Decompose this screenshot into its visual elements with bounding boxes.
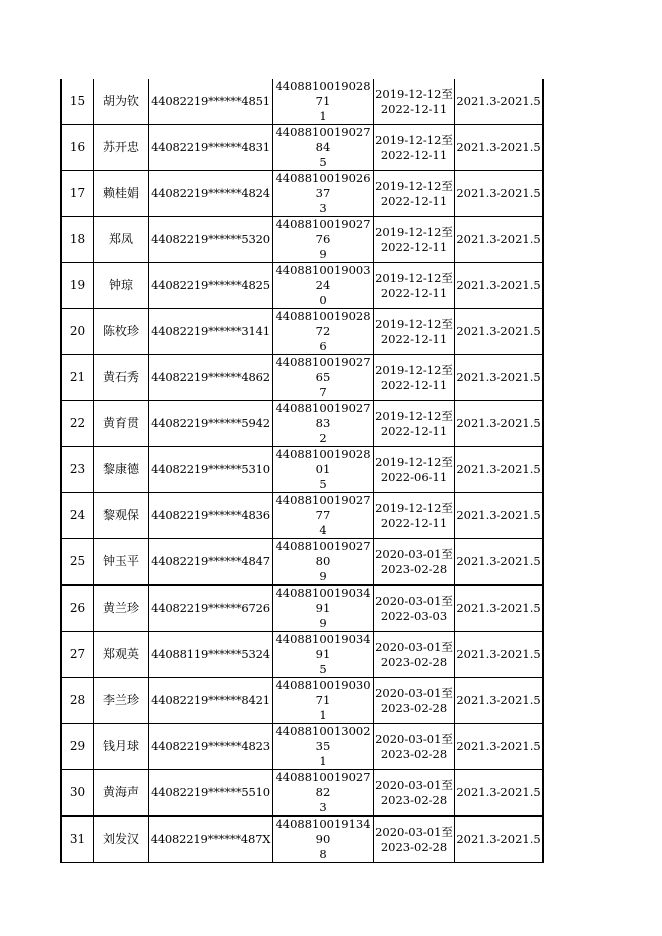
- table-row: [61, 217, 543, 263]
- validity-date-cell-text: 2022-12-11: [380, 193, 448, 208]
- name-cell-text: 黄育贯: [102, 416, 139, 430]
- validity-date-cell-text: 2019-12-12至: [375, 270, 453, 285]
- certificate-number-cell-text: 440881001300235: [275, 724, 371, 753]
- subsidy-period-cell-text: 2021.3-2021.5: [456, 647, 541, 661]
- validity-date-cell: [374, 585, 455, 632]
- subsidy-period-cell: [455, 309, 544, 355]
- row-number-cell-text: 27: [69, 647, 86, 661]
- name-cell-text: 钟玉平: [102, 554, 139, 568]
- name-cell: [94, 539, 149, 586]
- validity-date-cell-text: 2023-02-28: [380, 746, 448, 761]
- row-number-cell: [61, 217, 94, 263]
- validity-date-cell-text: 2019-12-12至: [375, 408, 453, 423]
- name-cell: [94, 355, 149, 401]
- row-number-cell: [61, 770, 94, 817]
- name-cell-text: 黄石秀: [102, 370, 139, 384]
- row-number-cell-text: 25: [69, 554, 86, 568]
- validity-date-cell: [374, 79, 455, 125]
- name-cell-text: 黄兰珍: [102, 601, 139, 615]
- certificate-number-cell: [273, 678, 374, 724]
- id-number-cell-text: 44082219******5310: [151, 462, 270, 476]
- row-number-cell: [61, 263, 94, 309]
- validity-date-cell-text: 2019-12-12至: [375, 132, 453, 147]
- subsidy-period-cell: [455, 79, 544, 125]
- id-number-cell-text: 44088119******5324: [151, 647, 270, 661]
- validity-date-cell-text: 2023-02-28: [380, 654, 448, 669]
- certificate-number-cell-text: 1: [319, 708, 327, 722]
- subsidy-period-cell-text: 2021.3-2021.5: [456, 186, 541, 200]
- validity-date-cell: [374, 493, 455, 539]
- id-number-cell: [149, 678, 273, 724]
- row-number-cell: [61, 447, 94, 493]
- id-number-cell: [149, 355, 273, 401]
- row-number-cell-text: 30: [69, 785, 86, 799]
- row-number-cell: [61, 678, 94, 724]
- validity-date-cell-text: 2022-12-11: [380, 423, 448, 438]
- certificate-number-cell: [273, 79, 374, 125]
- subsidy-period-cell-text: 2021.3-2021.5: [456, 739, 541, 753]
- validity-date-cell-text: 2022-12-11: [380, 515, 448, 530]
- validity-date-cell-text: 2022-12-11: [380, 239, 448, 254]
- row-number-cell: [61, 816, 94, 863]
- validity-date-cell-text: 2020-03-01至: [375, 685, 453, 700]
- id-number-cell-text: 44082219******4847: [151, 554, 270, 568]
- id-number-cell-text: 44082219******4851: [151, 94, 270, 108]
- id-number-cell: [149, 493, 273, 539]
- row-number-cell-text: 22: [69, 416, 86, 430]
- validity-date-cell-text: 2019-12-12至: [375, 178, 453, 193]
- row-number-cell: [61, 539, 94, 586]
- subsidy-period-cell-text: 2021.3-2021.5: [456, 416, 541, 430]
- id-number-cell: [149, 171, 273, 217]
- subsidy-period-cell: [455, 816, 544, 863]
- validity-date-cell-text: 2020-03-01至: [375, 546, 453, 561]
- certificate-number-cell-text: 440881001902784: [275, 125, 371, 154]
- subsidy-period-cell-text: 2021.3-2021.5: [456, 832, 541, 846]
- table-row: [61, 724, 543, 770]
- row-number-cell-text: 28: [69, 693, 86, 707]
- validity-date-cell-text: 2022-12-11: [380, 377, 448, 392]
- certificate-number-cell-text: 4: [319, 523, 327, 537]
- row-number-cell: [61, 401, 94, 447]
- row-number-cell: [61, 585, 94, 632]
- certificate-number-cell: [273, 770, 374, 817]
- row-number-cell-text: 21: [69, 370, 86, 384]
- certificate-number-cell-text: 440881001902871: [275, 79, 371, 108]
- table-row: [61, 171, 543, 217]
- id-number-cell-text: 44082219******487X: [150, 832, 271, 846]
- certificate-number-cell-text: 9: [319, 569, 327, 583]
- subsidy-period-cell: [455, 447, 544, 493]
- row-number-cell: [61, 724, 94, 770]
- certificate-number-cell: [273, 724, 374, 770]
- name-cell-text: 黎观保: [102, 508, 139, 522]
- name-cell: [94, 401, 149, 447]
- certificate-number-cell-text: 440881001902776: [275, 217, 371, 246]
- validity-date-cell-text: 2020-03-01至: [375, 731, 453, 746]
- subsidy-period-cell-text: 2021.3-2021.5: [456, 554, 541, 568]
- validity-date-cell: [374, 125, 455, 171]
- name-cell: [94, 632, 149, 678]
- name-cell-text: 黄海声: [102, 785, 139, 799]
- certificate-number-cell-text: 440881001902780: [275, 539, 371, 568]
- certificate-number-cell-text: 440881001900324: [275, 263, 371, 292]
- validity-date-cell: [374, 632, 455, 678]
- subsidy-period-cell-text: 2021.3-2021.5: [456, 324, 541, 338]
- table-row: [61, 401, 543, 447]
- id-number-cell-text: 44082219******6726: [151, 601, 270, 615]
- certificate-number-cell: [273, 355, 374, 401]
- name-cell: [94, 263, 149, 309]
- certificate-number-cell: [273, 263, 374, 309]
- name-cell: [94, 816, 149, 863]
- validity-date-cell: [374, 678, 455, 724]
- name-cell-text: 胡为钦: [102, 94, 139, 108]
- validity-date-cell-text: 2019-12-12至: [375, 316, 453, 331]
- subsidy-period-cell: [455, 355, 544, 401]
- validity-date-cell: [374, 309, 455, 355]
- certificate-number-cell: [273, 447, 374, 493]
- table-row: [61, 770, 543, 817]
- validity-date-cell: [374, 447, 455, 493]
- validity-date-cell-text: 2022-12-11: [380, 331, 448, 346]
- certificate-number-cell: [273, 816, 374, 863]
- table-row: [61, 355, 543, 401]
- certificate-number-cell-text: 440881001903491: [275, 632, 371, 661]
- certificate-number-cell-text: 440881001903071: [275, 678, 371, 707]
- validity-date-cell-text: 2022-12-11: [380, 147, 448, 162]
- table-row: [61, 678, 543, 724]
- certificate-number-cell-text: 0: [319, 293, 327, 307]
- id-number-cell: [149, 309, 273, 355]
- certificate-number-cell: [273, 217, 374, 263]
- certificate-number-cell: [273, 125, 374, 171]
- subsidy-period-cell-text: 2021.3-2021.5: [456, 232, 541, 246]
- certificate-number-cell-text: 440881001902783: [275, 401, 371, 430]
- subsidy-period-cell: [455, 171, 544, 217]
- row-number-cell-text: 16: [69, 140, 86, 154]
- validity-date-cell-text: 2019-12-12至: [375, 224, 453, 239]
- validity-date-cell-text: 2020-03-01至: [375, 777, 453, 792]
- id-number-cell-text: 44082219******5320: [151, 232, 270, 246]
- certificate-number-cell-text: 440881001903491: [275, 586, 371, 615]
- certificate-number-cell-text: 9: [319, 247, 327, 261]
- id-number-cell: [149, 632, 273, 678]
- id-number-cell: [149, 217, 273, 263]
- name-cell: [94, 79, 149, 125]
- certificate-number-cell-text: 1: [319, 109, 327, 123]
- subsidy-period-cell-text: 2021.3-2021.5: [456, 601, 541, 615]
- row-number-cell-text: 18: [69, 232, 86, 246]
- validity-date-cell-text: 2023-02-28: [380, 561, 448, 576]
- name-cell: [94, 171, 149, 217]
- certificate-number-cell-text: 440881001902777: [275, 493, 371, 522]
- subsidy-period-cell-text: 2021.3-2021.5: [456, 140, 541, 154]
- row-number-cell-text: 24: [69, 508, 86, 522]
- certificate-number-cell-text: 8: [319, 847, 327, 861]
- validity-date-cell-text: 2022-12-11: [380, 285, 448, 300]
- validity-date-cell-text: 2019-12-12至: [375, 86, 453, 101]
- validity-date-cell: [374, 770, 455, 817]
- id-number-cell: [149, 724, 273, 770]
- name-cell: [94, 217, 149, 263]
- id-number-cell: [149, 125, 273, 171]
- name-cell: [94, 678, 149, 724]
- certificate-number-cell-text: 440881001902637: [275, 171, 371, 200]
- validity-date-cell-text: 2022-03-03: [380, 608, 448, 623]
- id-number-cell: [149, 816, 273, 863]
- certificate-number-cell-text: 440881001902801: [275, 447, 371, 476]
- subsidy-period-cell-text: 2021.3-2021.5: [456, 508, 541, 522]
- certificate-number-cell: [273, 632, 374, 678]
- id-number-cell-text: 44082219******4823: [151, 739, 270, 753]
- subsidy-period-cell-text: 2021.3-2021.5: [456, 462, 541, 476]
- subsidy-period-cell: [455, 263, 544, 309]
- validity-date-cell: [374, 217, 455, 263]
- table-row: [61, 816, 543, 863]
- name-cell-text: 陈枚珍: [102, 324, 139, 338]
- certificate-number-cell: [273, 401, 374, 447]
- validity-date-cell-text: 2020-03-01至: [375, 639, 453, 654]
- subsidy-period-cell: [455, 217, 544, 263]
- certificate-number-cell: [273, 539, 374, 586]
- certificate-number-cell-text: 6: [319, 339, 327, 353]
- validity-date-cell: [374, 171, 455, 217]
- row-number-cell-text: 20: [69, 324, 86, 338]
- name-cell-text: 赖桂娟: [102, 186, 139, 200]
- name-cell-text: 苏开忠: [102, 140, 139, 154]
- row-number-cell: [61, 632, 94, 678]
- validity-date-cell-text: 2019-12-12至: [375, 362, 453, 377]
- subsidy-period-cell: [455, 632, 544, 678]
- row-number-cell-text: 17: [69, 186, 86, 200]
- id-number-cell-text: 44082219******8421: [151, 693, 270, 707]
- id-number-cell: [149, 539, 273, 586]
- id-number-cell-text: 44082219******4836: [151, 508, 270, 522]
- validity-date-cell-text: 2022-06-11: [380, 469, 448, 484]
- certificate-number-cell-text: 1: [319, 754, 327, 768]
- name-cell: [94, 493, 149, 539]
- certificate-number-cell-text: 2: [319, 431, 327, 445]
- certificate-number-cell-text: 440881001902782: [275, 770, 371, 799]
- certificate-number-cell-text: 440881001913490: [275, 817, 371, 846]
- row-number-cell-text: 26: [69, 601, 86, 615]
- table-row: [61, 539, 543, 586]
- name-cell-text: 郑凤: [108, 232, 133, 246]
- id-number-cell-text: 44082219******5510: [151, 785, 270, 799]
- certificate-number-cell-text: 3: [319, 800, 327, 814]
- subsidy-period-cell: [455, 493, 544, 539]
- certificate-number-cell-text: 3: [319, 201, 327, 215]
- subsidy-period-cell-text: 2021.3-2021.5: [456, 94, 541, 108]
- row-number-cell: [61, 79, 94, 125]
- table-row: [61, 447, 543, 493]
- name-cell-text: 郑观英: [102, 647, 139, 661]
- table-row: [61, 309, 543, 355]
- table-row: [61, 79, 543, 125]
- table-row: [61, 125, 543, 171]
- row-number-cell-text: 29: [69, 739, 86, 753]
- certificate-number-cell-text: 440881001902765: [275, 355, 371, 384]
- subsidy-period-cell: [455, 125, 544, 171]
- subsidy-period-cell: [455, 401, 544, 447]
- id-number-cell: [149, 585, 273, 632]
- certificate-number-cell: [273, 585, 374, 632]
- validity-date-cell: [374, 401, 455, 447]
- subsidy-period-cell: [455, 724, 544, 770]
- certificate-number-cell-text: 440881001902872: [275, 309, 371, 338]
- certificate-number-cell-text: 5: [319, 155, 327, 169]
- row-number-cell-text: 31: [69, 832, 86, 846]
- id-number-cell-text: 44082219******4824: [151, 186, 270, 200]
- validity-date-cell: [374, 263, 455, 309]
- validity-date-cell-text: 2022-12-11: [380, 101, 448, 116]
- name-cell: [94, 724, 149, 770]
- id-number-cell: [149, 770, 273, 817]
- subsidy-period-cell-text: 2021.3-2021.5: [456, 370, 541, 384]
- table-row: [61, 493, 543, 539]
- validity-date-cell-text: 2020-03-01至: [375, 824, 453, 839]
- id-number-cell: [149, 447, 273, 493]
- subsidy-period-cell: [455, 585, 544, 632]
- name-cell-text: 钱月球: [102, 739, 139, 753]
- name-cell-text: 李兰珍: [102, 693, 139, 707]
- row-number-cell: [61, 171, 94, 217]
- id-number-cell: [149, 401, 273, 447]
- name-cell-text: 钟琼: [108, 278, 133, 292]
- table-row: [61, 632, 543, 678]
- certificate-number-cell: [273, 171, 374, 217]
- subsidy-period-cell: [455, 539, 544, 586]
- id-number-cell-text: 44082219******4825: [151, 278, 270, 292]
- validity-date-cell-text: 2019-12-12至: [375, 500, 453, 515]
- row-number-cell-text: 23: [69, 462, 86, 476]
- id-number-cell-text: 44082219******4831: [151, 140, 270, 154]
- validity-date-cell-text: 2020-03-01至: [375, 593, 453, 608]
- validity-date-cell-text: 2023-02-28: [380, 839, 448, 854]
- row-number-cell: [61, 493, 94, 539]
- table-body: [61, 79, 543, 863]
- subsidy-period-cell-text: 2021.3-2021.5: [456, 278, 541, 292]
- row-number-cell-text: 19: [69, 278, 86, 292]
- id-number-cell: [149, 263, 273, 309]
- certificate-number-cell-text: 9: [319, 616, 327, 630]
- subsidy-period-cell: [455, 678, 544, 724]
- name-cell-text: 黎康德: [102, 462, 139, 476]
- subsidy-period-cell-text: 2021.3-2021.5: [456, 785, 541, 799]
- name-cell: [94, 447, 149, 493]
- records-table: [60, 79, 544, 863]
- row-number-cell-text: 15: [69, 94, 86, 108]
- subsidy-period-cell-text: 2021.3-2021.5: [456, 693, 541, 707]
- spreadsheet-page: [60, 79, 544, 863]
- id-number-cell-text: 44082219******3141: [151, 324, 270, 338]
- name-cell: [94, 125, 149, 171]
- row-number-cell: [61, 125, 94, 171]
- table-row: [61, 585, 543, 632]
- row-number-cell: [61, 355, 94, 401]
- name-cell: [94, 770, 149, 817]
- validity-date-cell: [374, 724, 455, 770]
- validity-date-cell: [374, 816, 455, 863]
- validity-date-cell: [374, 355, 455, 401]
- name-cell: [94, 585, 149, 632]
- certificate-number-cell-text: 5: [319, 662, 327, 676]
- table-row: [61, 263, 543, 309]
- certificate-number-cell: [273, 309, 374, 355]
- validity-date-cell-text: 2019-12-12至: [375, 454, 453, 469]
- certificate-number-cell-text: 5: [319, 477, 327, 491]
- name-cell-text: 刘发汉: [102, 832, 139, 846]
- validity-date-cell-text: 2023-02-28: [380, 792, 448, 807]
- certificate-number-cell: [273, 493, 374, 539]
- validity-date-cell: [374, 539, 455, 586]
- id-number-cell-text: 44082219******4862: [151, 370, 270, 384]
- id-number-cell-text: 44082219******5942: [151, 416, 270, 430]
- name-cell: [94, 309, 149, 355]
- validity-date-cell-text: 2023-02-28: [380, 700, 448, 715]
- id-number-cell: [149, 79, 273, 125]
- subsidy-period-cell: [455, 770, 544, 817]
- certificate-number-cell-text: 7: [319, 385, 327, 399]
- row-number-cell: [61, 309, 94, 355]
